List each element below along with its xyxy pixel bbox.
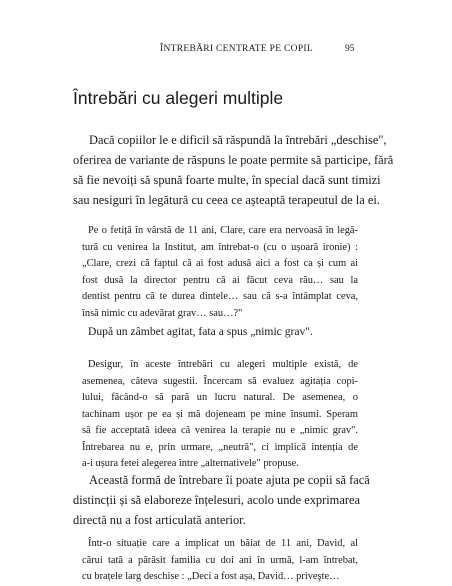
text-line: însă nimic cu adevărat grav… sau…?" <box>82 307 243 319</box>
text-line: lului, făcând-o să pară un lucru natural. De asemenea, o <box>82 392 358 403</box>
example-paragraph-1 <box>82 223 358 322</box>
example-paragraph-2 <box>82 536 358 586</box>
text-line: fost dusă la director pentru că ai făcut ceva rău… sau la <box>82 274 358 286</box>
text-line: cărui tată a părăsit familia cu doi ani în urmă, l-am întrebat, <box>82 554 358 566</box>
text-line: directă nu a fost articulată anterior. <box>73 513 246 527</box>
text-line: asemenea, câteva sugestii. Încercam să evaluez agitația copi- <box>82 375 358 387</box>
page-number: 95 <box>345 44 355 54</box>
text-line: să fie nevoiți să spună foarte multe, în special dacă sunt timizi <box>73 173 381 187</box>
intro-paragraph <box>73 130 394 210</box>
text-line: Această formă de întrebare îi poate ajuta pe copii să facă <box>89 473 370 487</box>
text-line: dentist pentru că te durea dintele… sau că s-a întâmplat ceva, <box>82 291 358 302</box>
text-line: să fie acceptată ideea că venirea la terapie nu e „nimic grav". <box>82 425 358 436</box>
text-line: Dacă copiilor le e dificil să răspundă la întrebări „deschise", <box>89 133 387 147</box>
text-line: distincții și să elaboreze înțelesuri, acolo unde exprimarea <box>73 493 360 507</box>
text-line: Desigur, în aceste întrebări cu alegeri multiple există, de <box>88 359 358 370</box>
text-line: sau nesiguri în legătură cu ceea ce așteaptă terapeutul de la ei. <box>73 193 380 207</box>
text-line: a-i ușura fetei alegerea între „alternativele" propuse. <box>82 458 299 469</box>
text-line: cu brațele larg deschise : „Deci a fost așa, David… priveşte… <box>82 571 340 582</box>
text-line: Întrebarea nu e, prin urmare, „neutră", ci implică intenția de <box>82 441 358 453</box>
text-line: După un zâmbet agitat, fata a spus „nimic grav". <box>88 325 313 338</box>
example-reply <box>82 323 358 341</box>
running-head: ÎNTREBĂRI CENTRATE PE COPIL <box>160 44 313 54</box>
section-heading: Întrebări cu alegeri multiple <box>73 88 284 108</box>
text-line: tachinam ușor pe ea și mă dojeneam pe mine însumi. Speram <box>82 408 358 420</box>
text-line: „Clare, crezi că faptul că ai fost adusă aici a fost ca și cum ai <box>82 258 358 269</box>
text-line: oferirea de variante de răspuns le poate permite să participe, fără <box>73 153 394 167</box>
followup-paragraph <box>73 470 370 530</box>
example-note <box>82 357 358 473</box>
text-line: Pe o fetiță în vârstă de 11 ani, Clare, care era nervoasă în legă- <box>88 225 358 236</box>
text-line: Într-o situație care a implicat un băiat de 11 ani, David, al <box>88 538 358 549</box>
text-line: tură cu venirea la Institut, am întrebat-o (cu o ușoară ironie) : <box>82 241 358 253</box>
